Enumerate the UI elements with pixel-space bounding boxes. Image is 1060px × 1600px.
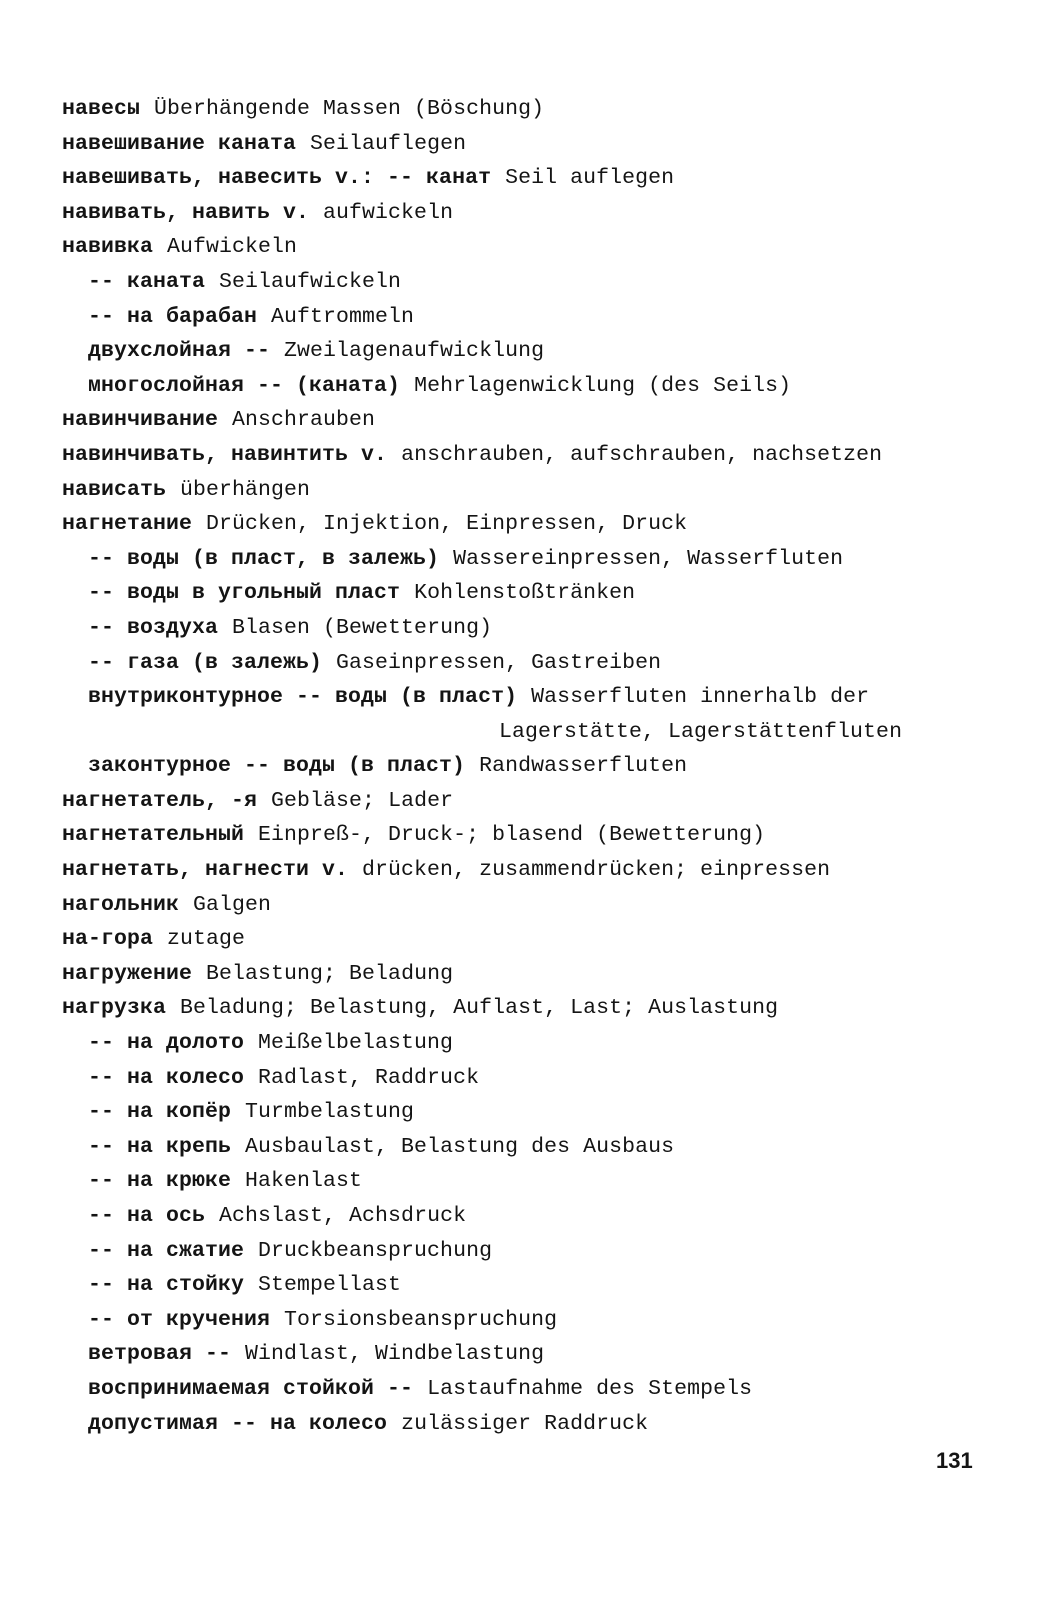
headword-entry [62,957,1022,992]
german-translation: Ausbaulast, Belastung des Ausbaus [245,1134,675,1159]
german-translation: Wasserfluten innerhalb der [531,685,870,710]
sub-entry [62,1303,1022,1338]
russian-term: нагнетательный [62,823,245,848]
page-number: 131 [936,1448,973,1473]
russian-term: навивка [62,235,154,260]
headword-entry [62,922,1022,957]
sub-entry [62,1372,1022,1407]
russian-term: нагнетание [62,512,193,537]
german-translation: Seilauflegen [310,131,467,156]
russian-term: навешивание каната [62,131,297,156]
sub-entry [62,1199,1022,1234]
russian-term: -- на ось [88,1204,206,1228]
headword-entry [62,888,1022,923]
russian-term: воспринимаемая стойкой -- [88,1376,414,1401]
sub-entry [62,1164,1022,1199]
russian-term: -- на долото [88,1031,245,1056]
russian-term: навесы [62,97,141,121]
russian-term: внутриконтурное -- воды (в пласт) [88,685,518,710]
russian-term: нагнетать, нагнести v. [62,858,349,883]
russian-term: допустимая -- на колесо [88,1411,388,1436]
german-translation: Galgen [193,892,272,917]
headword-entry [62,507,1022,542]
headword-entry [62,161,1022,196]
sub-entry [62,646,1022,681]
sub-entry [62,1337,1022,1372]
sub-entry [62,1095,1022,1130]
russian-term: нависать [62,477,167,502]
german-translation: zulässiger Raddruck [401,1411,649,1436]
russian-term: -- на барабан [88,304,258,329]
dictionary-page [62,92,1022,1441]
german-translation: anschrauben, aufschrauben, nachsetzen [401,442,883,467]
headword-entry [62,92,1022,127]
headword-entry [62,473,1022,508]
headword-entry [62,403,1022,438]
german-translation: überhängen [180,477,311,502]
german-translation: Auftrommeln [271,304,415,329]
headword-entry [62,853,1022,888]
sub-entry [62,1234,1022,1269]
russian-term: на-гора [62,927,154,952]
german-translation: drücken, zusammendrücken; einpressen [362,858,831,883]
russian-term: навинчивание [62,408,219,433]
russian-term: -- на копёр [88,1100,232,1125]
russian-term: ветровая -- [88,1342,232,1367]
german-translation: Mehrlagenwicklung (des Seils) [414,373,792,398]
german-translation: Gaseinpressen, Gastreiben [336,650,662,675]
russian-term: навинчивать, навинтить v. [62,442,388,467]
russian-term: нагольник [62,892,180,917]
russian-term: двухслойная -- [88,339,271,364]
sub-entry [62,369,1022,404]
russian-term: -- на колесо [88,1065,245,1090]
sub-entry [62,1268,1022,1303]
entry-continuation-line [62,715,1022,750]
german-translation: Gebläse; Lader [271,788,454,813]
russian-term: навешивать, навесить v.: -- канат [62,166,492,191]
sub-entry [62,1026,1022,1061]
russian-term: -- газа (в залежь) [88,650,323,675]
russian-term: -- на крепь [88,1134,232,1159]
russian-term: -- на крюке [88,1169,232,1194]
headword-entry [62,438,1022,473]
russian-term: нагружение [62,961,193,986]
german-translation: Blasen (Bewetterung) [232,615,493,640]
headword-entry [62,230,1022,265]
german-translation: aufwickeln [323,200,454,225]
russian-term: -- воздуха [88,615,219,640]
russian-term: многослойная -- (каната) [88,373,401,398]
sub-entry [62,265,1022,300]
german-translation: Druckbeanspruchung [258,1238,493,1263]
german-translation: Torsionsbeanspruchung [284,1307,558,1332]
german-translation: Einpreß-, Druck-; blasend (Bewetterung) [258,823,766,848]
german-translation: Überhängende Massen (Böschung) [154,97,545,121]
german-translation: Seil auflegen [505,166,675,191]
german-translation: Beladung; Belastung, Auflast, Last; Auslastung [180,996,779,1021]
german-translation: Achslast, Achsdruck [219,1204,467,1228]
german-translation: Anschrauben [232,408,376,433]
sub-entry [62,1061,1022,1096]
russian-term: нагрузка [62,996,167,1021]
german-translation: Hakenlast [245,1169,363,1194]
german-translation: Seilaufwickeln [219,269,402,294]
german-translation: Windlast, Windbelastung [245,1342,545,1367]
german-translation: Kohlenstoßtränken [414,581,636,606]
sub-entry [62,334,1022,369]
russian-term: -- воды (в пласт, в залежь) [88,546,440,571]
german-translation: Lastaufnahme des Stempels [427,1376,753,1401]
headword-entry [62,818,1022,853]
headword-entry [62,196,1022,231]
german-translation: Stempellast [258,1273,402,1298]
german-translation: Turmbelastung [245,1100,415,1125]
sub-entry [62,1407,1022,1442]
russian-term: нагнетатель, -я [62,788,258,813]
german-translation: Radlast, Raddruck [258,1065,480,1090]
russian-term: -- на стойку [88,1273,245,1298]
russian-term: -- от кручения [88,1307,271,1332]
sub-entry [62,611,1022,646]
headword-entry [62,127,1022,162]
german-translation: Wassereinpressen, Wasserfluten [453,546,844,571]
german-translation: Zweilagenaufwicklung [284,339,545,364]
german-translation: Aufwickeln [167,235,298,260]
german-translation: Meißelbelastung [258,1031,454,1056]
russian-term: законтурное -- воды (в пласт) [88,754,466,779]
german-translation: Lagerstätte, Lagerstättenfluten [499,719,903,744]
german-translation: Belastung; Beladung [206,961,454,986]
sub-entry [62,749,1022,784]
german-translation: Drücken, Injektion, Einpressen, Druck [206,512,688,537]
sub-entry [62,576,1022,611]
headword-entry [62,784,1022,819]
sub-entry [62,542,1022,577]
headword-entry [62,991,1022,1026]
russian-term: -- на сжатие [88,1238,245,1263]
german-translation: Randwasserfluten [479,754,688,779]
sub-entry [62,300,1022,335]
sub-entry [62,680,1022,715]
russian-term: -- воды в угольный пласт [88,581,401,606]
german-translation: zutage [167,927,246,952]
russian-term: навивать, навить v. [62,200,310,225]
russian-term: -- каната [88,269,206,294]
sub-entry [62,1130,1022,1165]
